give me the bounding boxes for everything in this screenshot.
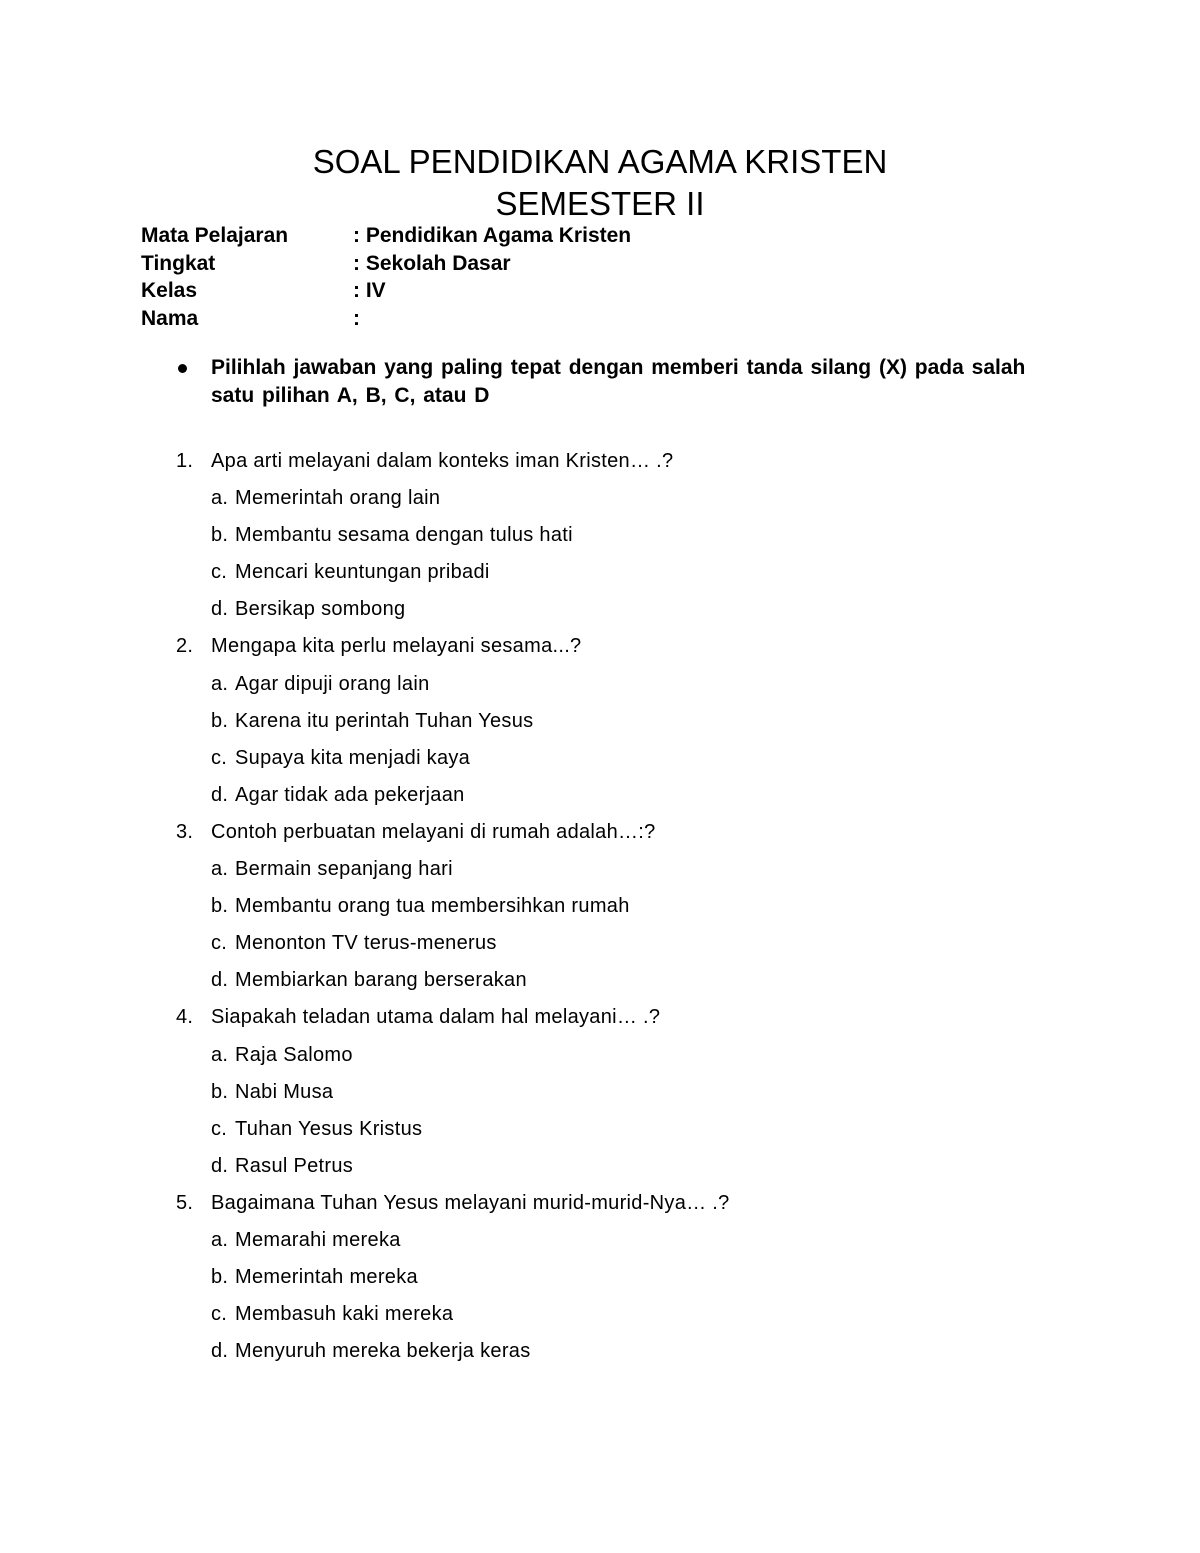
option-text: Membantu orang tua membersihkan rumah [235, 895, 630, 918]
option-text: Memerintah orang lain [235, 487, 441, 510]
option-text: Agar tidak ada pekerjaan [235, 783, 465, 806]
option-letter: c. [211, 932, 228, 955]
answer-option [0, 1259, 1200, 1296]
option-letter: a. [211, 858, 229, 881]
option-letter: d. [211, 598, 229, 621]
option-letter: c. [211, 1303, 228, 1326]
info-value: : IV [353, 279, 386, 302]
answer-option [0, 480, 1200, 517]
instruction-text: Pilihlah jawaban yang paling tepat dengan memberi tanda silang (X) pada salah satu pilihan A, B, C, atau D [211, 356, 1026, 407]
question-number: 4. [176, 1006, 194, 1029]
option-letter: a. [211, 672, 229, 695]
info-value: : Pendidikan Agama Kristen [353, 224, 632, 247]
option-text: Tuhan Yesus Kristus [235, 1117, 423, 1140]
question-list [0, 443, 1200, 1370]
answer-option [0, 666, 1200, 703]
option-letter: a. [211, 1228, 229, 1251]
answer-option [0, 777, 1200, 814]
question-text: Contoh perbuatan melayani di rumah adalah…:? [211, 820, 656, 843]
question [0, 814, 1200, 851]
option-letter: c. [211, 1117, 228, 1140]
option-text: Memarahi mereka [235, 1228, 401, 1251]
document-title: SOAL PENDIDIKAN AGAMA KRISTEN [312, 143, 888, 180]
bullet-icon [178, 354, 188, 382]
answer-option [0, 1037, 1200, 1074]
option-letter: d. [211, 969, 229, 992]
answer-option [0, 703, 1200, 740]
question-number: 2. [176, 635, 194, 658]
answer-option [0, 554, 1200, 591]
answer-option [0, 925, 1200, 962]
answer-option [0, 740, 1200, 777]
option-letter: a. [211, 1043, 229, 1066]
option-letter: d. [211, 783, 229, 806]
answer-option [0, 1111, 1200, 1148]
info-row-class [141, 277, 631, 305]
option-letter: c. [211, 746, 228, 769]
option-letter: b. [211, 1080, 229, 1103]
answer-option [0, 517, 1200, 554]
instruction [178, 354, 1068, 410]
option-letter: d. [211, 1154, 229, 1177]
info-label: Nama [141, 306, 199, 330]
option-text: Menyuruh mereka bekerja keras [235, 1340, 531, 1363]
option-text: Supaya kita menjadi kaya [235, 746, 471, 769]
option-text: Bersikap sombong [235, 598, 406, 621]
option-text: Rasul Petrus [235, 1154, 354, 1177]
option-text: Bermain sepanjang hari [235, 858, 453, 881]
question-number: 5. [176, 1191, 194, 1214]
answer-option [0, 1074, 1200, 1111]
answer-option [0, 1148, 1200, 1185]
option-text: Memerintah mereka [235, 1266, 418, 1289]
info-value: : Sekolah Dasar [353, 251, 511, 275]
info-row-name [141, 305, 631, 333]
question [0, 628, 1200, 665]
question-text: Apa arti melayani dalam konteks iman Kristen… .? [211, 450, 674, 472]
question [0, 1185, 1200, 1222]
option-letter: b. [211, 895, 229, 918]
info-label: Tingkat [141, 251, 216, 275]
info-label: Mata Pelajaran [141, 224, 289, 247]
answer-option [0, 1222, 1200, 1259]
option-text: Membiarkan barang berserakan [235, 969, 527, 992]
info-value: : [353, 306, 360, 330]
info-row-level [141, 250, 631, 278]
option-letter: a. [211, 487, 229, 510]
option-letter: b. [211, 709, 229, 732]
answer-option [0, 1333, 1200, 1370]
option-letter: b. [211, 524, 229, 547]
question [0, 999, 1200, 1036]
question-text: Bagaimana Tuhan Yesus melayani murid-murid-Nya… .? [211, 1191, 730, 1214]
answer-option [0, 962, 1200, 999]
question-number: 3. [176, 820, 194, 843]
question-text: Siapakah teladan utama dalam hal melayani… .? [211, 1006, 661, 1029]
option-text: Menonton TV terus-menerus [235, 932, 497, 955]
info-label: Kelas [141, 279, 198, 302]
option-text: Raja Salomo [235, 1043, 353, 1066]
option-text: Nabi Musa [235, 1080, 334, 1103]
question-text: Mengapa kita perlu melayani sesama...? [211, 635, 582, 658]
info-row-subject [141, 222, 631, 250]
option-text: Mencari keuntungan pribadi [235, 561, 490, 584]
info-block [141, 222, 631, 332]
answer-option [0, 888, 1200, 925]
option-letter: c. [211, 561, 228, 584]
question [0, 443, 1200, 480]
answer-option [0, 851, 1200, 888]
document-subtitle: SEMESTER II [495, 185, 705, 222]
option-text: Membasuh kaki mereka [235, 1303, 454, 1326]
option-text: Agar dipuji orang lain [235, 672, 430, 695]
option-text: Karena itu perintah Tuhan Yesus [235, 709, 534, 732]
answer-option [0, 591, 1200, 628]
option-letter: b. [211, 1266, 229, 1289]
option-text: Membantu sesama dengan tulus hati [235, 524, 573, 547]
question-number: 1. [176, 450, 194, 472]
answer-option [0, 1296, 1200, 1333]
option-letter: d. [211, 1340, 229, 1363]
